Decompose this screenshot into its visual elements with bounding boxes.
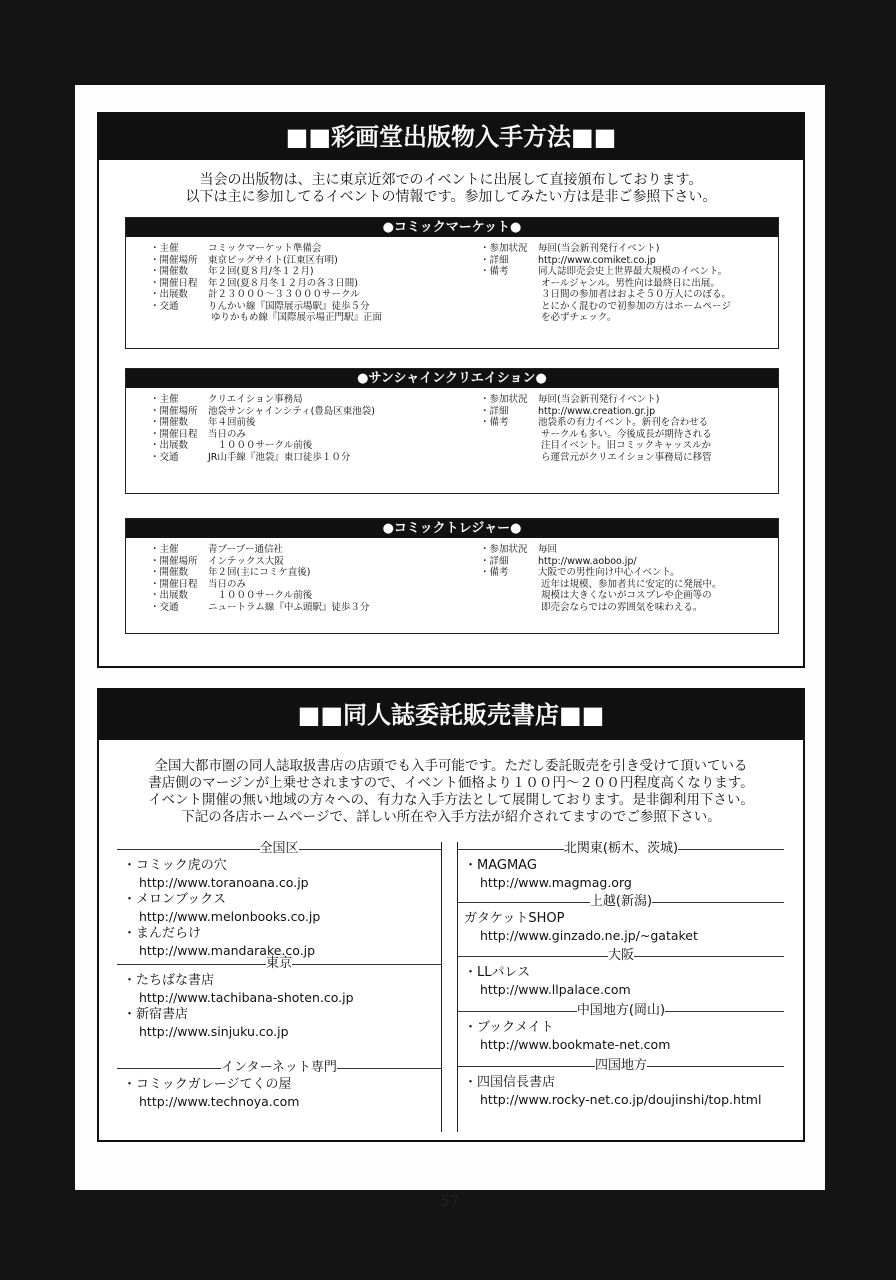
region-heading: 中国地方(岡山) — [576, 1003, 666, 1018]
shop-link[interactable]: http://www.rocky-net.co.jp/doujinshi/top.html — [480, 1092, 762, 1107]
shop-name: ・たちばな書店 — [123, 973, 215, 988]
event-title: ●コミックマーケット● — [126, 218, 778, 237]
event-panel — [125, 217, 779, 349]
region-group — [458, 1057, 784, 1108]
intro-line: 以下は主に参加してるイベントの情報です。参加してみたい方は是非ご参照下さい。 — [185, 189, 717, 205]
info-key: ・備考 — [480, 266, 509, 277]
info-value: 当日のみ — [208, 428, 247, 440]
info-row — [150, 243, 480, 255]
info-row — [480, 255, 778, 267]
info-row — [150, 278, 480, 290]
info-value: http://www.creation.gr.jp — [538, 405, 656, 417]
info-value: 東京ビッグサイト(江東区有明) — [208, 254, 338, 266]
info-value: 大阪での男性向け中心イベント。 近年は規模、参加者共に安定的に発展中。 規模は大きくないがコスプレや企画等の 即売会ならではの雰囲気を味わえる。 — [538, 567, 722, 613]
shop-link[interactable]: http://www.toranoana.co.jp — [139, 875, 309, 890]
acquisition-section — [97, 112, 805, 668]
info-key: ・開催数 — [150, 266, 189, 277]
info-value: 年４回前後 — [208, 417, 256, 428]
info-key: ・開催日程 — [150, 578, 198, 590]
info-key: ・交通 — [150, 300, 179, 312]
info-value: りんかい線『国際展示場駅』徒歩５分 ゆりかもめ線『国際展示場正門駅』正面 — [208, 300, 383, 323]
event-title: ●コミックトレジャー● — [126, 519, 778, 538]
info-row — [480, 266, 778, 324]
region-heading: 全国区 — [259, 841, 299, 856]
shop-column-left — [117, 842, 442, 1132]
info-row — [150, 394, 480, 406]
info-row — [480, 406, 778, 418]
info-key: ・詳細 — [480, 555, 509, 567]
info-row — [150, 544, 480, 556]
info-row — [150, 556, 480, 568]
region-group — [458, 840, 784, 891]
region-group — [117, 1059, 441, 1110]
region-group — [458, 893, 784, 944]
shop-name: ・四国信長書店 — [464, 1075, 556, 1090]
info-key: ・出展数 — [150, 289, 189, 300]
region-heading: 上越(新潟) — [589, 894, 653, 909]
event-title: ●サンシャインクリエイション● — [126, 369, 778, 388]
shop-link[interactable]: http://www.bookmate-net.com — [480, 1037, 671, 1052]
info-key: ・交通 — [150, 451, 179, 463]
shop-name: ・コミック虎の穴 — [123, 858, 227, 873]
info-row — [480, 417, 778, 463]
info-key: ・交通 — [150, 601, 179, 613]
info-row — [480, 567, 778, 613]
shop-name: ・ブックメイト — [464, 1020, 554, 1035]
info-value: http://www.comiket.co.jp — [538, 254, 656, 266]
region-heading: 東京 — [266, 956, 293, 971]
region-group — [458, 947, 784, 998]
info-value: インテックス大阪 — [208, 555, 284, 567]
info-value: １０００サークル前後 — [208, 440, 313, 451]
info-key: ・主催 — [150, 544, 179, 555]
shop-name: ガタケットSHOP — [464, 911, 565, 926]
info-row — [150, 301, 480, 324]
shop-name: ・コミックガレージてくの屋 — [123, 1077, 292, 1092]
info-row — [150, 579, 480, 591]
info-key: ・開催日程 — [150, 428, 198, 440]
info-key: ・出展数 — [150, 440, 189, 451]
info-value: 年２回(夏８月冬１２月の各３日間) — [208, 277, 358, 289]
info-key: ・開催数 — [150, 567, 189, 578]
info-row — [480, 394, 778, 406]
info-value: １０００サークル前後 — [208, 590, 313, 601]
section-title: ■■同人誌委託販売書店■■ — [99, 690, 803, 740]
region-group — [117, 955, 441, 1040]
intro-line: 下記の各店ホームページで、詳しい所在や入手方法が紹介されてますのでご参照下さい。 — [181, 809, 721, 825]
info-key: ・開催数 — [150, 417, 189, 428]
info-key: ・出展数 — [150, 590, 189, 601]
info-key: ・詳細 — [480, 405, 509, 417]
info-row — [150, 602, 480, 614]
event-panel — [125, 368, 779, 494]
info-row — [480, 544, 778, 556]
info-value: 年２回(主にコミケ直後) — [208, 567, 311, 578]
consignment-section — [97, 688, 805, 1142]
page-number: 57 — [440, 1192, 460, 1210]
info-row — [150, 429, 480, 441]
region-group — [117, 840, 441, 959]
intro-text — [99, 172, 803, 206]
intro-line: 当会の出版物は、主に東京近郊でのイベントに出展して直接頒布しております。 — [199, 172, 703, 188]
region-heading: 四国地方 — [595, 1058, 648, 1073]
intro-text — [99, 758, 803, 826]
info-key: ・参加状況 — [480, 243, 528, 254]
info-key: ・開催場所 — [150, 555, 198, 567]
info-row — [150, 417, 480, 429]
shop-name: ・メロンブックス — [123, 892, 226, 907]
info-value: クリエイション事務局 — [208, 394, 303, 405]
info-row — [150, 406, 480, 418]
info-value: 同人誌即売会史上世界最大規模のイベント。 オールジャンル。男性向は最終日に出展。 ３日間の参加者はおよそ５０万人にのぼる。 とにかく混むので初参加の方はホームページ を必ずチェック。 — [538, 266, 732, 323]
intro-line: 全国大都市圏の同人誌取扱書店の店頭でも入手可能です。ただし委託販売を引き受けて頂いている — [154, 758, 748, 774]
shop-column-right — [457, 842, 784, 1132]
info-value: 池袋系の有力イベント。新刊を合わせる サークルも多い。今後成長が期待される 注目イベント。旧コミックキャッスルか ら運営元がクリエイション事務局に移管 — [538, 417, 712, 463]
info-value: JR山手線『池袋』東口徒歩１０分 — [208, 451, 351, 463]
shop-name: ・まんだらけ — [123, 926, 202, 941]
shop-link[interactable]: http://www.llpalace.com — [480, 982, 631, 997]
info-row — [480, 556, 778, 568]
section-title: ■■彩画堂出版物入手方法■■ — [99, 114, 803, 160]
shop-link[interactable]: http://www.sinjuku.co.jp — [139, 1024, 289, 1039]
shop-name: ・新宿書店 — [123, 1007, 189, 1022]
info-key: ・備考 — [480, 417, 509, 428]
info-key: ・開催日程 — [150, 277, 198, 289]
info-key: ・参加状況 — [480, 394, 528, 405]
info-key: ・主催 — [150, 243, 179, 254]
page — [75, 85, 825, 1210]
info-value: 当日のみ — [208, 578, 247, 590]
shop-name: ・MAGMAG — [464, 858, 537, 873]
info-row — [150, 440, 480, 452]
info-row — [150, 266, 480, 278]
shop-link[interactable]: http://www.mandarake.co.jp — [139, 943, 316, 958]
intro-line: イベント開催の無い地域の方々への、有力な入手方法として展開しております。是非御利用下さい。 — [148, 792, 754, 808]
info-value: ニュートラム線『中ふ頭駅』徒歩３分 — [208, 601, 370, 613]
info-key: ・主催 — [150, 394, 179, 405]
region-heading: インターネット専門 — [221, 1060, 337, 1075]
info-row — [480, 243, 778, 255]
event-panel — [125, 518, 779, 634]
info-row — [150, 255, 480, 267]
info-value: 毎回(当会新刊発行イベント) — [538, 394, 660, 405]
info-value: 青ブーブー通信社 — [208, 544, 283, 555]
info-row — [150, 567, 480, 579]
info-row — [150, 452, 480, 464]
shop-link[interactable]: http://www.ginzado.ne.jp/~gataket — [480, 928, 698, 943]
intro-line: 書店側のマージンが上乗せされますので、イベント価格より１００円～２００円程度高くなります。 — [148, 775, 754, 791]
info-value: コミックマーケット準備会 — [208, 243, 322, 254]
info-value: 毎回 — [538, 544, 558, 555]
info-key: ・開催場所 — [150, 405, 198, 417]
region-group — [458, 1002, 784, 1053]
region-heading: 大阪 — [608, 948, 635, 963]
info-row — [150, 590, 480, 602]
shop-name: ・LLパレス — [464, 965, 531, 980]
info-key: ・詳細 — [480, 254, 509, 266]
info-value: 年２回(夏８月/冬１２月) — [208, 266, 314, 277]
info-value: 計２３０００～３３０００サークル — [208, 289, 360, 300]
info-value: 池袋サンシャインシティ(豊島区東池袋) — [208, 405, 376, 417]
shop-link[interactable]: http://www.tachibana-shoten.co.jp — [139, 990, 354, 1005]
shop-link[interactable]: http://www.melonbooks.co.jp — [139, 909, 321, 924]
info-row — [150, 289, 480, 301]
info-key: ・開催場所 — [150, 254, 198, 266]
shop-link[interactable]: http://www.technoya.com — [139, 1094, 300, 1109]
info-key: ・備考 — [480, 567, 509, 578]
info-key: ・参加状況 — [480, 544, 528, 555]
region-heading: 北関東(栃木、茨城) — [563, 841, 679, 856]
shop-link[interactable]: http://www.magmag.org — [480, 875, 632, 890]
info-value: http://www.aoboo.jp/ — [538, 555, 637, 567]
info-value: 毎回(当会新刊発行イベント) — [538, 243, 660, 254]
